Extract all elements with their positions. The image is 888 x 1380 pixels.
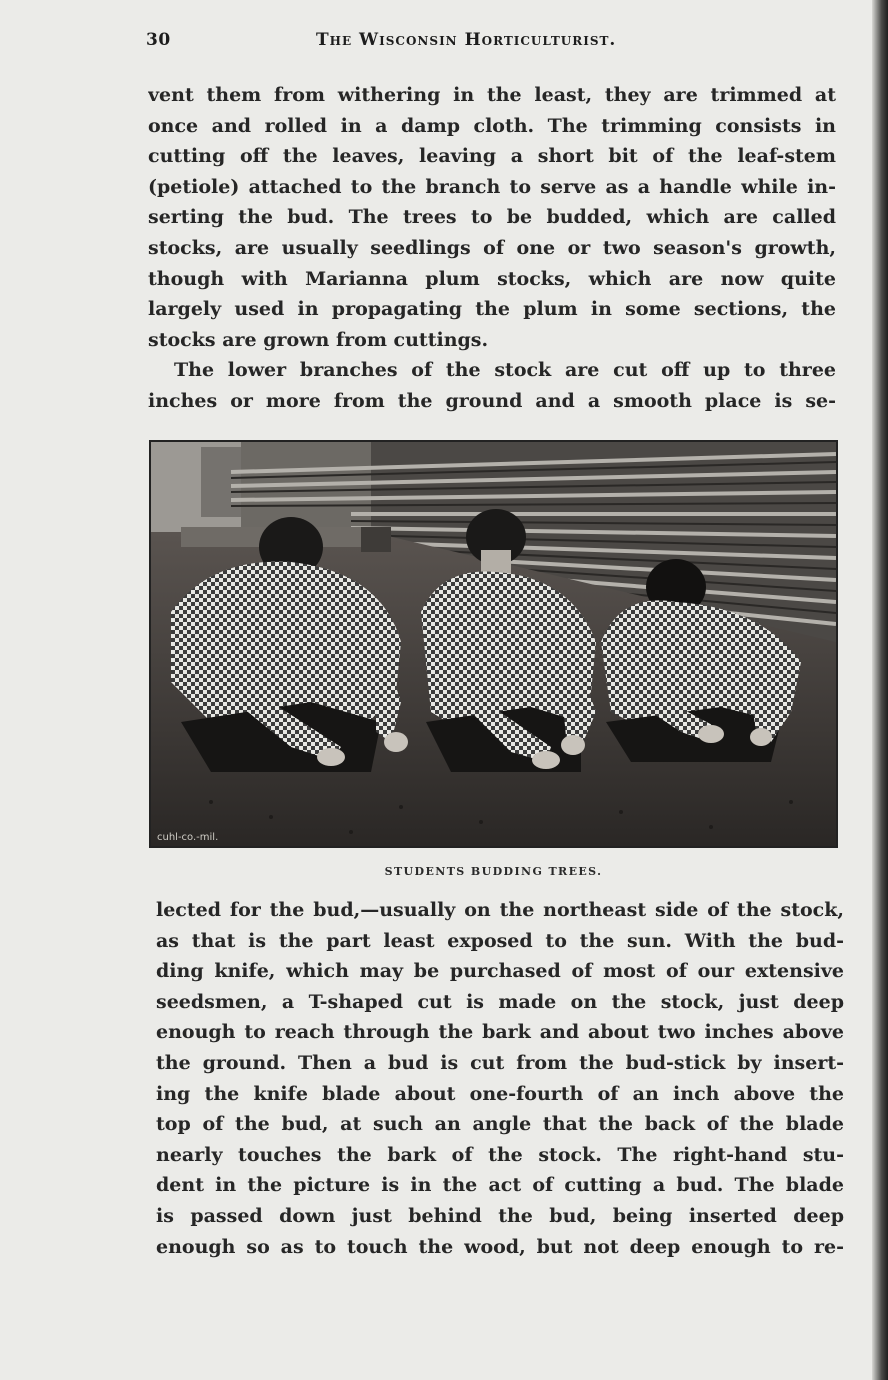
text-line: vent them from withering in the least, they are trimmed at bbox=[148, 84, 836, 106]
body-text-bottom bbox=[156, 895, 844, 1262]
text-line: stocks, are usually seedlings of one or two season's growth, bbox=[148, 236, 836, 259]
text-line: enough to reach through the bark and about two inches above bbox=[156, 1021, 844, 1044]
text-line: ing the knife blade about one-fourth of an inch above the bbox=[156, 1082, 844, 1105]
figure-caption: STUDENTS BUDDING TREES. bbox=[384, 865, 603, 878]
text-line: top of the bud, at such an angle that the back of the blade bbox=[156, 1113, 844, 1136]
page-edge-shadow bbox=[872, 0, 888, 1380]
running-head: The Wisconsin Horticulturist. bbox=[316, 30, 617, 50]
text-line: cutting off the leaves, leaving a short bit of the leaf-stem bbox=[148, 145, 836, 168]
text-line: inches or more from the ground and a smooth place is se- bbox=[148, 389, 836, 412]
text-line: largely used in propagating the plum in some sections, the bbox=[148, 298, 836, 321]
text-line: The lower branches of the stock are cut off up to three bbox=[174, 359, 836, 382]
text-line: (petiole) attached to the branch to serve as a handle while in- bbox=[148, 175, 836, 198]
page-header bbox=[146, 30, 836, 54]
text-line: ding knife, which may be purchased of most of our extensive bbox=[156, 960, 844, 983]
text-line: the ground. Then a bud is cut from the bud-stick by insert- bbox=[156, 1051, 844, 1074]
text-line: lected for the bud,—usually on the northeast side of the stock, bbox=[156, 899, 844, 921]
text-line: seedsmen, a T-shaped cut is made on the stock, just deep bbox=[156, 990, 844, 1013]
text-line: once and rolled in a damp cloth. The trimming consists in bbox=[148, 114, 836, 137]
text-line: nearly touches the bark of the stock. The right-hand stu- bbox=[156, 1143, 844, 1166]
text-line: as that is the part least exposed to the sun. With the bud- bbox=[156, 929, 844, 952]
text-line: though with Marianna plum stocks, which are now quite bbox=[148, 267, 836, 290]
text-line: is passed down just behind the bud, being inserted deep bbox=[156, 1204, 844, 1227]
text-line: dent in the picture is in the act of cutting a bud. The blade bbox=[156, 1174, 844, 1197]
photograph bbox=[149, 440, 838, 848]
photo-illustration bbox=[151, 442, 836, 846]
engraver-mark: cuhl-co.-mil. bbox=[157, 832, 219, 843]
body-text-top bbox=[148, 80, 836, 417]
text-line: stocks are grown from cuttings. bbox=[148, 328, 489, 351]
text-line: serting the bud. The trees to be budded, which are called bbox=[148, 206, 836, 229]
page-number: 30 bbox=[146, 30, 171, 50]
text-line: enough so as to touch the wood, but not deep enough to re- bbox=[156, 1235, 844, 1258]
